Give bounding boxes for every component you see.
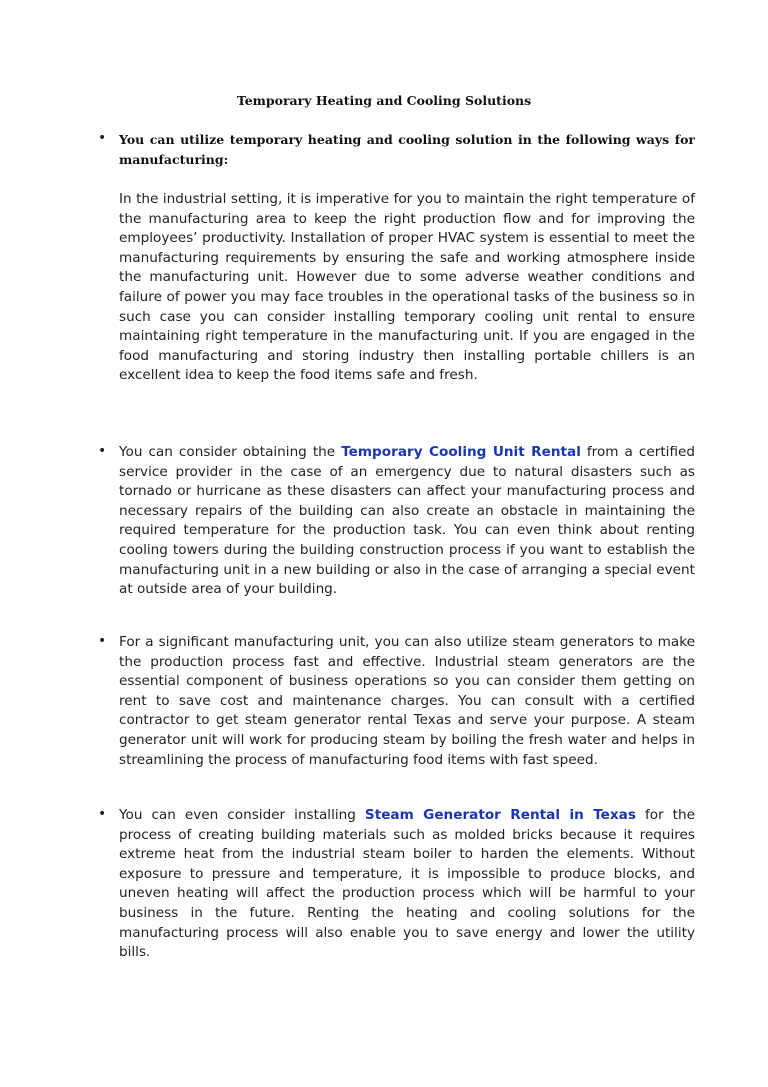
paragraph-text: for the process of creating building materials such as molded bricks because it requires extreme heat from the industrial steam boiler to harden the elements. Without exposure to pressure and temperature, it is impossible to produce blocks, and uneven heating will affect the production process which will be harmful to your business in the future. Renting the heating and cooling solutions for the manufacturing process will also enable you to save energy and lower the utility bills. <box>119 807 695 961</box>
bullet: • <box>98 806 107 822</box>
paragraph: In the industrial setting, it is imperative for you to maintain the right temperature of the manufacturing area to keep the right production flow and for improving the employees’ productivity. Installation of proper HVAC system is essential to meet the manufacturing requirements by ensuring the safe and working atmosphere inside the manufacturing unit. However due to some adverse weather conditions and failure of power you may face troubles in the operational tasks of the business so in such case you can consider installing temporary cooling unit rental to ensure maintaining right temperature in the manufacturing unit. If you are engaged in the food manufacturing and storing industry then installing portable chillers is an excellent idea to keep the food items safe and fresh. <box>119 191 695 384</box>
paragraph <box>119 806 695 963</box>
temporary-cooling-unit-rental-link[interactable]: Temporary Cooling Unit Rental <box>341 444 581 460</box>
paragraph-text: You can even consider installing <box>119 807 365 823</box>
list-item <box>98 633 698 770</box>
section-heading: You can utilize temporary heating and cooling solution in the following ways for manufacturing: <box>119 132 695 167</box>
document-title: Temporary Heating and Cooling Solutions <box>236 93 532 108</box>
list-item <box>98 443 698 600</box>
paragraph-text: You can consider obtaining the <box>119 444 342 460</box>
bullet: • <box>98 633 107 649</box>
bullet: • <box>98 130 107 146</box>
list-item <box>98 130 698 386</box>
bullet: • <box>98 443 107 459</box>
paragraph <box>119 443 695 600</box>
list-item <box>98 806 698 963</box>
paragraph: For a significant manufacturing unit, you can also utilize steam generators to make the production process fast and effective. Industrial steam generators are the essential component of business operations so you can consider them getting on rent to save cost and maintenance charges. You can consult with a certified contractor to get steam generator rental Texas and serve your purpose. A steam generator unit will work for producing steam by boiling the fresh water and helps in streamlining the process of manufacturing food items with fast speed. <box>119 634 695 768</box>
paragraph-text: from a certified service provider in the case of an emergency due to natural disasters such as tornado or hurricane as these disasters can affect your manufacturing process and necessary repairs of the building can also create an obstacle in maintaining the required temperature for the production task. You can even think about renting cooling towers during the building construction process if you want to establish the manufacturing unit in a new building or also in the case of arranging a special event at outside area of your building. <box>119 444 696 598</box>
steam-generator-rental-link[interactable]: Steam Generator Rental in Texas <box>364 807 636 823</box>
